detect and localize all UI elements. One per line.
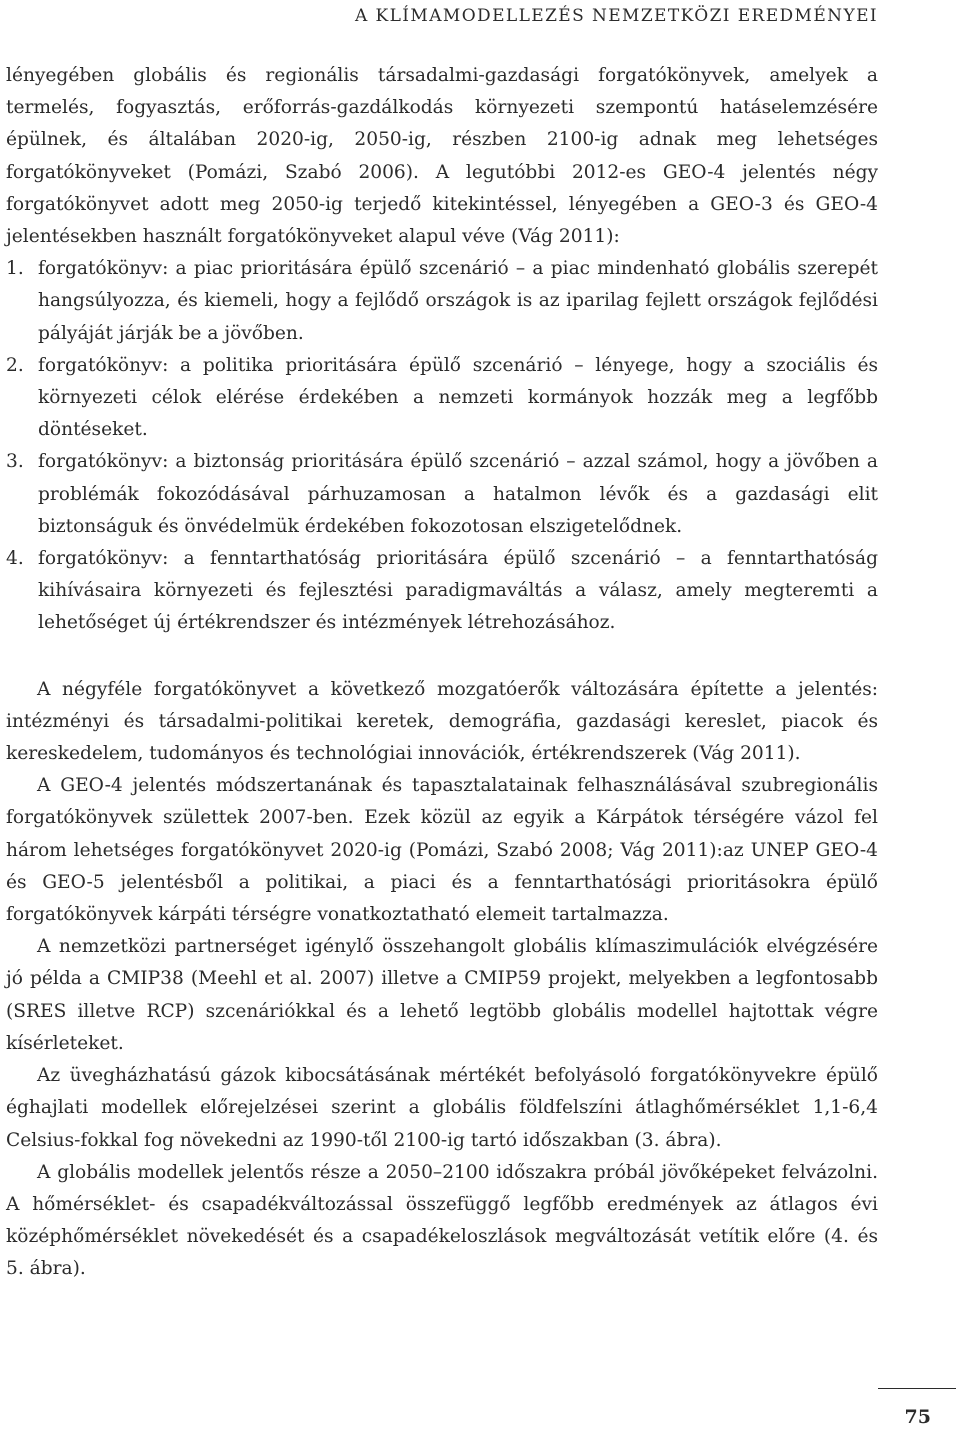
- section-spacer: [6, 640, 878, 674]
- footer-divider: [878, 1388, 956, 1389]
- page-body: [6, 60, 878, 1286]
- scenario-list: [6, 253, 878, 639]
- body-paragraph: A nemzetközi partnerséget igénylő összehangolt globális klímaszimulációk elvégzésére jó példa a CMIP38 (Meehl et al. 2007) illetve a CMIP59 projekt, melyekben a legfontosabb (SRES illetve RCP) szcenáriókkal és a lehető legtöbb globális modellel hajtottak végre kísérleteket.: [6, 936, 878, 1054]
- list-item-number: 1.: [6, 258, 24, 280]
- list-item: [6, 253, 878, 350]
- list-item-text: forgatókönyv: a politika prioritására épülő szcenárió – lényege, hogy a szociális és környezeti célok elérése érdekében a nemzeti kormányok hozzák meg a legfőbb döntéseket.: [38, 354, 878, 441]
- body-paragraph: A négyféle forgatókönyvet a következő mozgatóerők változására építette a jelentés: intézményi és társadalmi-politikai keretek, demográfia, gazdasági kereslet, piacok és kereskedelem, tudományos és technológiai innovációk, értékrendszerek (Vág 2011).: [6, 678, 878, 765]
- body-paragraph: Az üvegházhatású gázok kibocsátásának mértékét befolyásoló forgatókönyvekre épülő éghajlati modellek előrejelzései szerint a globális földfelszíni átlaghőmérséklet 1,1-6,4 Celsius-fokkal fog növekedni az 1990-től 2100-ig tartó időszakban (3. ábra).: [6, 1065, 878, 1151]
- list-item-text: forgatókönyv: a biztonság prioritására épülő szcenárió – azzal számol, hogy a jövőben a problémák fokozódásával párhuzamosan a hatalmon lévők és a gazdasági elit biztonságuk és önvédelmük érdekében fokozotosan elszigetelődnek.: [38, 451, 878, 537]
- body-paragraph: A globális modellek jelentős része a 2050–2100 időszakra próbál jövőképeket felvázolni. A hőmérséklet- és csapadékváltozással összefüggő legfőbb eredmények az átlagos évi középhőmérséklet növekedését és a csapadékeloszlások megváltozását vetítik előre (4. és 5. ábra).: [6, 1161, 878, 1280]
- running-header: A KLÍMAMODELLEZÉS NEMZETKÖZI EREDMÉNYEI: [355, 6, 878, 26]
- page-number: 75: [904, 1406, 931, 1428]
- body-paragraph: A GEO-4 jelentés módszertanának és tapasztalatainak felhasználásával szubregionális forgatókönyvek születtek 2007-ben. Ezek közül az egyik a Kárpátok térségére vázol fel három lehetséges forgatókönyvet 2020-ig (Pomázi, Szabó 2008; Vág 2011):az UNEP GEO-4 és GEO-5 jelentésből a politikai, a piaci és a fenntarthatósági prioritásokra épülő forgatókönyvek kárpáti térségre vonatkoztatható elemeit tartalmazza.: [6, 775, 878, 926]
- list-item-number: 3.: [6, 451, 24, 473]
- list-item: [6, 543, 878, 640]
- list-item: [6, 350, 878, 447]
- list-item-number: 2.: [6, 354, 24, 376]
- list-item: [6, 446, 878, 543]
- intro-paragraph: lényegében globális és regionális társadalmi-gazdasági forgatókönyvek, amelyek a termelés, fogyasztás, erőforrás-gazdálkodás környezeti szempontú hatáselemzésére épülnek, és általában 2020-ig, 2050-ig, részben 2100-ig adnak meg lehetséges forgatókönyveket (Pomázi, Szabó 2006). A legutóbbi 2012-es GEO-4 jelentés négy forgatókönyvet adott meg 2050-ig terjedő kitekintéssel, lényegében a GEO-3 és GEO-4 jelentésekben használt forgatókönyveket alapul véve (Vág 2011):: [6, 65, 878, 248]
- list-item-number: 4.: [6, 548, 24, 570]
- list-item-text: forgatókönyv: a piac prioritására épülő szcenárió – a piac mindenható globális szerepét hangsúlyozza, és kiemeli, hogy a fejlődő országok is az iparilag fejlett országok fejlődési pályáját járják be a jövőben.: [38, 258, 878, 344]
- list-item-text: forgatókönyv: a fenntarthatóság prioritására épülő szcenárió – a fenntarthatóság kihívásaira környezeti és fejlesztési paradigmaváltás a válasz, amely megteremti a lehetőséget új értékrendszer és intézmények létrehozásához.: [38, 548, 878, 634]
